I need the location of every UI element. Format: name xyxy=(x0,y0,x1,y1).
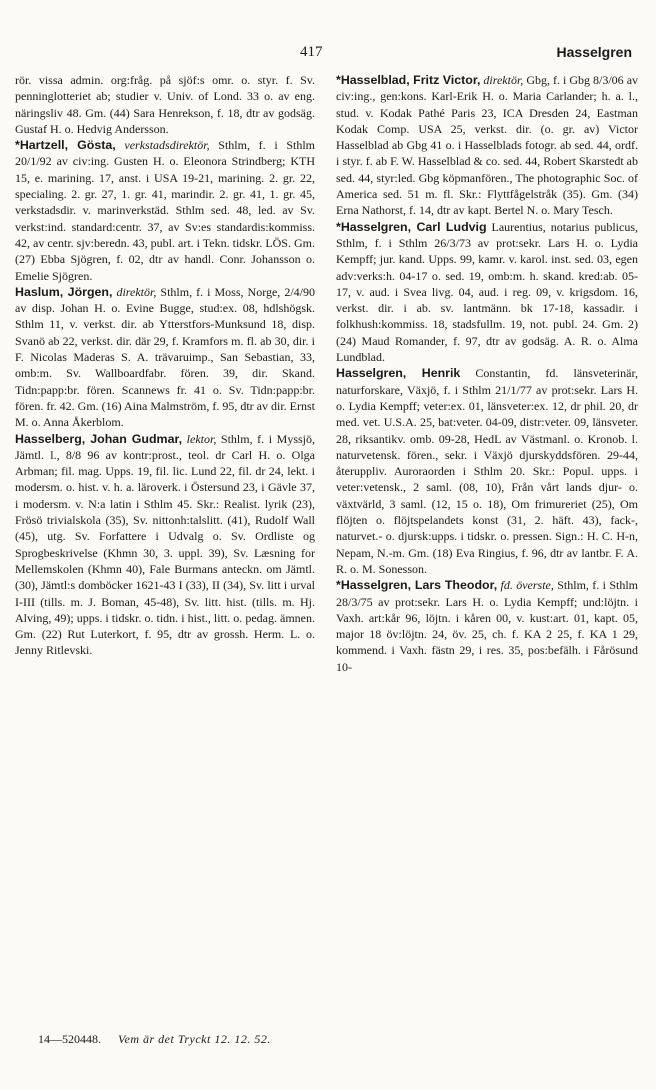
entry-title: lektor, xyxy=(186,431,217,446)
entry-name: *Hasselblad, Fritz Victor, xyxy=(336,73,481,87)
entry-text: Sthlm, f. i Myssjö, Jämtl. l., 8/8 96 av kontr:prost., teol. dr Carl H. o. Olga Arbman; fil. mag. Upps. 19, fil. lic. Lund 22, fil. dr 24, lekt. i modersm. o. hist. v. h. a. läroverk. i Östersund 23, i Gävle 37, i modersm. v. N:a latin i Sthlm 45. Skr.: Realist. lyrik (23), Frösö trivialskola (35), Sv. nittonh:talslitt. (41), Rudolf Wall (45), utg. Sv. Forfattere i Udvalg o. Sv. Ordliste og Sprogbeskrivelse (Khmn 30, 3. uppl. 39), Sv. Læsning for Mellemskolen (Khmn 40), Fale Burmans anteckn. om Jämtl. (30), Jämtl:s domböcker 1621-43 I (33), II (34), Sv. litt i urval I-III (tills. m. J. Boman, 45-48), Sv. litt. hist. (tills. m. Hj. Alving, 49); upps. i tidskr. o. tidn. i hist., litt. o. pedag. ämnen. Gm. (22) Rut Luterkort, f. 95, dtr av grossh. Herm. L. o. Jenny Ritlevski. xyxy=(15,431,316,658)
entry-continuation xyxy=(15,72,315,137)
entry-name: *Hasselgren, Carl Ludvig xyxy=(336,219,487,234)
entry-title: direktör, xyxy=(483,73,524,87)
entry-name: *Hasselgren, Lars Theodor, xyxy=(336,578,498,593)
entry-text: Gbg, f. i Gbg 8/3/06 av civ:ing., gen:kons. Karl-Erik H. o. Maria Carlander; h. a. l., stud. v. Kodak Pathé Paris 23, ICA Dresden 24, Eastman Kodak Comp. USA 25, verkst. dir. (o. gr. av) Victor Hasselblad ab Gbg 41 o. i Hasselblads fotogr. ab sed. 44, ordf. i styr. f. ab F. W. Hasselblad & co. sed. 44, Robert Skarstedt ab sed. 44, styr:led. Gbg köpmanfören., The photographic Soc. of America sed. 51 m. fl. Skr.: Flyttfågelstråk (35). Gm. (34) Erna Nathorst, f. 14, dtr av kapt. Bertel N. o. Mary Tesch. xyxy=(336,73,639,218)
entry-text: rör. vissa admin. org:fråg. på sjöf:s omr. o. styr. f. Sv. penninglotteriet ab; studier v. Univ. of Lond. 33 o. av eng. näringsliv 48. Gm. (44) Sara Henrekson, f. 18, dtr av godsäg. Gustaf H. o. Hedvig Andersson. xyxy=(15,73,315,136)
entry-title: direktör, xyxy=(116,284,157,299)
print-note: Vem är det Tryckt 12. 12. 52. xyxy=(118,1032,271,1046)
entry-text: Sthlm, f. i Sthlm 28/3/75 av prot:sekr. Lars H. o. Lydia Kempff; und:löjtn. i Vaxh. art:kår 96, löjtn. i kåren 00, v. kust:art. 01, kapt. 05, major 18 öv:löjtn. 24, öv. 25, ch. f. KA 2 25, f. KA 1 29, kommend. i Vaxh. fästn 29, i res. 35, pos:befälh. i Fårösund 10- xyxy=(336,578,638,674)
footer xyxy=(38,1032,271,1047)
entry-text: Sthlm, f. i Sthlm 20/1/92 av civ:ing. Gusten H. o. Eleonora Strindberg; KTH 15, e. marining. 17, anst. i USA 19-21, marining. 2. gr. 22, specialing. 2. gr. 27, 1. gr. 41, marindir. 2. gr. 41, 1. gr. 45, verkstadsdir. v. marinverkstäd. Sthlm sed. 48, led. av Sv. verkst:ind. standard:centr. 37, av Sv:es standardis:kommiss. 42, av centr. sjv:beredn. 43, publ. art. i Tekn. tidskr. LÖS. Gm. (27) Ebba Sjögren, f. 02, dtr av handl. Conr. Johansson o. Emelie Sjögren. xyxy=(15,138,316,283)
entry-title: verkstadsdirektör, xyxy=(124,138,210,153)
entry-text: Sthlm, f. i Moss, Norge, 2/4/90 av disp. Johan H. o. Evine Bugge, stud:ex. 08, hdlshögsk. Sthlm 11, v. verkst. dir. ab Ytterstfors-Munksund 18, disp. Svanö ab 22, verkst. dir. där 29, f. Kramfors m. fl. ab 30, dir. i F. Nicolas Maderas S. A. trävaruimp., San Sebastian, 33, omb:m. Sv. Wallboardfabr. fören. 39, dir. Skand. Tidn:papp:br. fören. Scannews fr. 41 o. Sv. Tidn:papp:br. fören. fr. 42. Gm. (16) Aina Malmström, f. 95, dtr av dir. Ernst M. o. Anna Åkerblom. xyxy=(15,284,315,430)
entry-hasselgren-carl xyxy=(336,219,638,366)
entry-text: Constantin, fd. länsveterinär, naturforskare, Växjö, f. i Sthlm 21/1/77 av prot:sekr. Lars H. o. Lydia Kempff; veter:ex. 01, länsveter:ex. 12, dr phil. 20, dr med. vet. U.S.A. 25, bat:veter. 04-09, distr:veter. 09, länsveter. 28, riksantikv. omb. 09-28, HedL av Västmanl. o. Kronob. l. naturvetensk. fören., sekr. i Växjö djurskyddsfören. 29-44, återuppliv. Auroraorden i Sthlm 20. Skr.: Popul. upps. i veter:vetensk., 2 saml. (08, 10), Från vårt lands djur- o. växtvärld, 3 saml. (12, 15 o. 18), Om frimureriet (25), Om flöjten o. flöjtspelandets konst (31, 2. häft. 43), fack-, naturvet.- o. djursk:upps. i tidskr. o. pressen. Sign.: H. C. H-n, Nepam, N.-m. Gm. (18) Eva Ringius, f. 96, dtr av lantbr. F. A. R. o. M. Sonesson. xyxy=(336,366,638,576)
entry-name: Hasselgren, Henrik xyxy=(336,366,461,381)
right-column xyxy=(336,72,638,675)
entry-name: Hasselberg, Johan Gudmar, xyxy=(15,431,183,446)
entry-name: Haslum, Jörgen, xyxy=(15,284,113,299)
page-number: 417 xyxy=(300,44,323,60)
entry-hasselgren-lars xyxy=(336,577,638,675)
entry-name: *Hartzell, Gösta, xyxy=(15,138,116,153)
print-signature: 14—520448. xyxy=(38,1032,101,1046)
entry-title: fd. överste, xyxy=(500,578,554,593)
entry-hasselblad xyxy=(336,72,638,219)
entry-haslum xyxy=(15,284,315,431)
entry-text: Laurentius, notarius publicus, Sthlm, f. i Sthlm 26/3/73 av prot:sekr. Lars H. o. Lydia Kempff; jur. kand. Upps. 99, kamr. v. karol. inst. sed. 03, egen adv:verks:h. 04-17 o. sed. 19, omb:m. h. skand. kred:ab. 05-17, v. aud. i Svea livg. 04, aud. i reg. 09, v. krigsdom. 16, verkst. dir. i ab. sv. lantmänn. bk 17-18, kassadir. i folkhush:kommiss. 18, stadsfullm. 19, not. publ. 24. Gm. 2) (24) Maud Romander, f. 97, dtr av godsäg. A. R. o. Alma Lundblad. xyxy=(336,219,638,365)
entry-hasselberg xyxy=(15,431,315,659)
entry-hasselgren-henrik xyxy=(336,365,638,577)
left-column xyxy=(15,72,315,659)
running-head: Hasselgren xyxy=(556,44,632,60)
entry-hartzell xyxy=(15,137,315,284)
